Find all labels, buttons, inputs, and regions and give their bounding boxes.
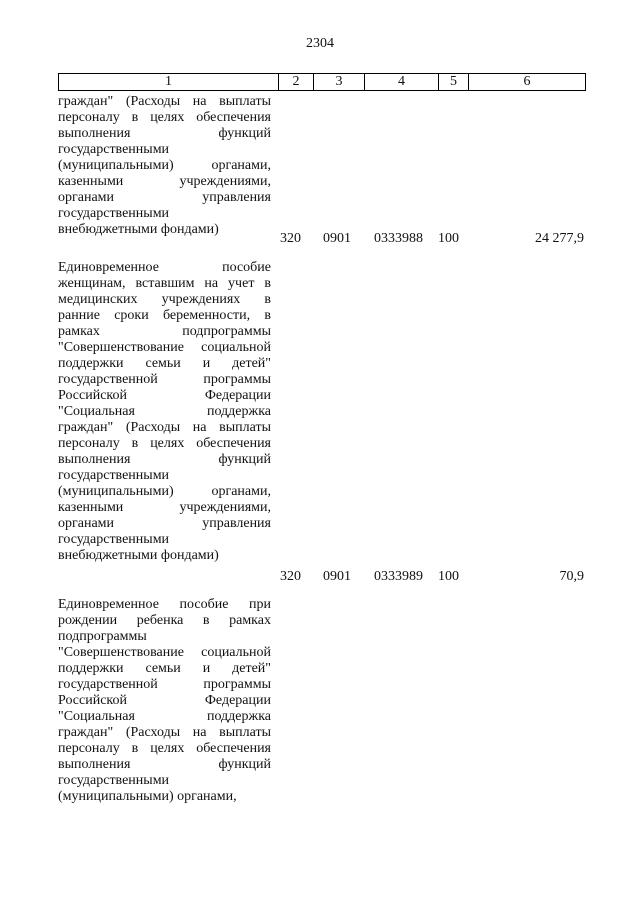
- row-rz: 320: [280, 231, 301, 246]
- description-line: государственными: [58, 468, 170, 483]
- description-line: рождении ребенка в рамках: [58, 613, 271, 628]
- description-line: медицинских учреждениях в: [58, 292, 271, 307]
- description-line: внебюджетными фондами): [58, 548, 219, 563]
- description-line: государственными: [58, 532, 170, 547]
- description-line: поддержки семьи и детей": [58, 661, 271, 676]
- description-line: государственными: [58, 206, 170, 221]
- description-line: "Социальная поддержка: [58, 404, 271, 419]
- table-header-row: [58, 73, 586, 91]
- description-line: "Совершенствование социальной: [58, 340, 271, 355]
- description-line: государственной программы: [58, 677, 271, 692]
- description-line: органами управления: [58, 190, 271, 205]
- description-line: Российской Федерации: [58, 693, 271, 708]
- table-row: [58, 260, 586, 584]
- description-line: государственными: [58, 773, 170, 788]
- row-cs: 0333989: [374, 569, 423, 584]
- row-vr: 100: [438, 231, 459, 246]
- row-sum: 70,9: [559, 569, 584, 584]
- description-line: рамках подпрограммы: [58, 324, 271, 339]
- description-line: поддержки семьи и детей": [58, 356, 271, 371]
- description-line: "Социальная поддержка: [58, 709, 271, 724]
- header-col-6: 6: [468, 74, 585, 90]
- description-line: персоналу в целях обеспечения: [58, 110, 271, 125]
- row-prz: 0901: [323, 231, 351, 246]
- row-rz: 320: [280, 569, 301, 584]
- row-description: [58, 260, 271, 564]
- description-line: граждан" (Расходы на выплаты: [58, 420, 271, 435]
- table-row: [58, 597, 586, 805]
- description-line: граждан" (Расходы на выплаты: [58, 94, 271, 109]
- row-vr: 100: [438, 569, 459, 584]
- description-line: казенными учреждениями,: [58, 174, 271, 189]
- description-line: подпрограммы: [58, 629, 147, 644]
- description-line: выполнения функций: [58, 452, 271, 467]
- description-line: выполнения функций: [58, 126, 271, 141]
- table-row: [58, 94, 586, 246]
- description-line: Российской Федерации: [58, 388, 271, 403]
- description-line: (муниципальными) органами,: [58, 158, 271, 173]
- header-col-1: 1: [165, 74, 172, 89]
- description-line: персоналу в целях обеспечения: [58, 741, 271, 756]
- header-col-2: 2: [278, 74, 313, 90]
- row-description: [58, 597, 271, 805]
- description-line: женщинам, вставшим на учет в: [58, 276, 271, 291]
- description-line: (муниципальными) органами,: [58, 789, 237, 804]
- row-prz: 0901: [323, 569, 351, 584]
- description-line: органами управления: [58, 516, 271, 531]
- description-line: Единовременное пособие: [58, 260, 271, 275]
- description-line: ранние сроки беременности, в: [58, 308, 271, 323]
- header-col-3: 3: [313, 74, 364, 90]
- description-line: Единовременное пособие при: [58, 597, 271, 612]
- description-line: внебюджетными фондами): [58, 222, 219, 237]
- description-line: выполнения функций: [58, 757, 271, 772]
- description-line: (муниципальными) органами,: [58, 484, 271, 499]
- header-col-5: 5: [438, 74, 468, 90]
- description-line: государственной программы: [58, 372, 271, 387]
- description-line: "Совершенствование социальной: [58, 645, 271, 660]
- header-col-4: 4: [364, 74, 438, 90]
- description-line: казенными учреждениями,: [58, 500, 271, 515]
- page-number: 2304: [306, 36, 334, 51]
- description-line: государственными: [58, 142, 170, 157]
- row-sum: 24 277,9: [535, 231, 584, 246]
- description-line: персоналу в целях обеспечения: [58, 436, 271, 451]
- description-line: граждан" (Расходы на выплаты: [58, 725, 271, 740]
- row-description: [58, 94, 271, 238]
- row-cs: 0333988: [374, 231, 423, 246]
